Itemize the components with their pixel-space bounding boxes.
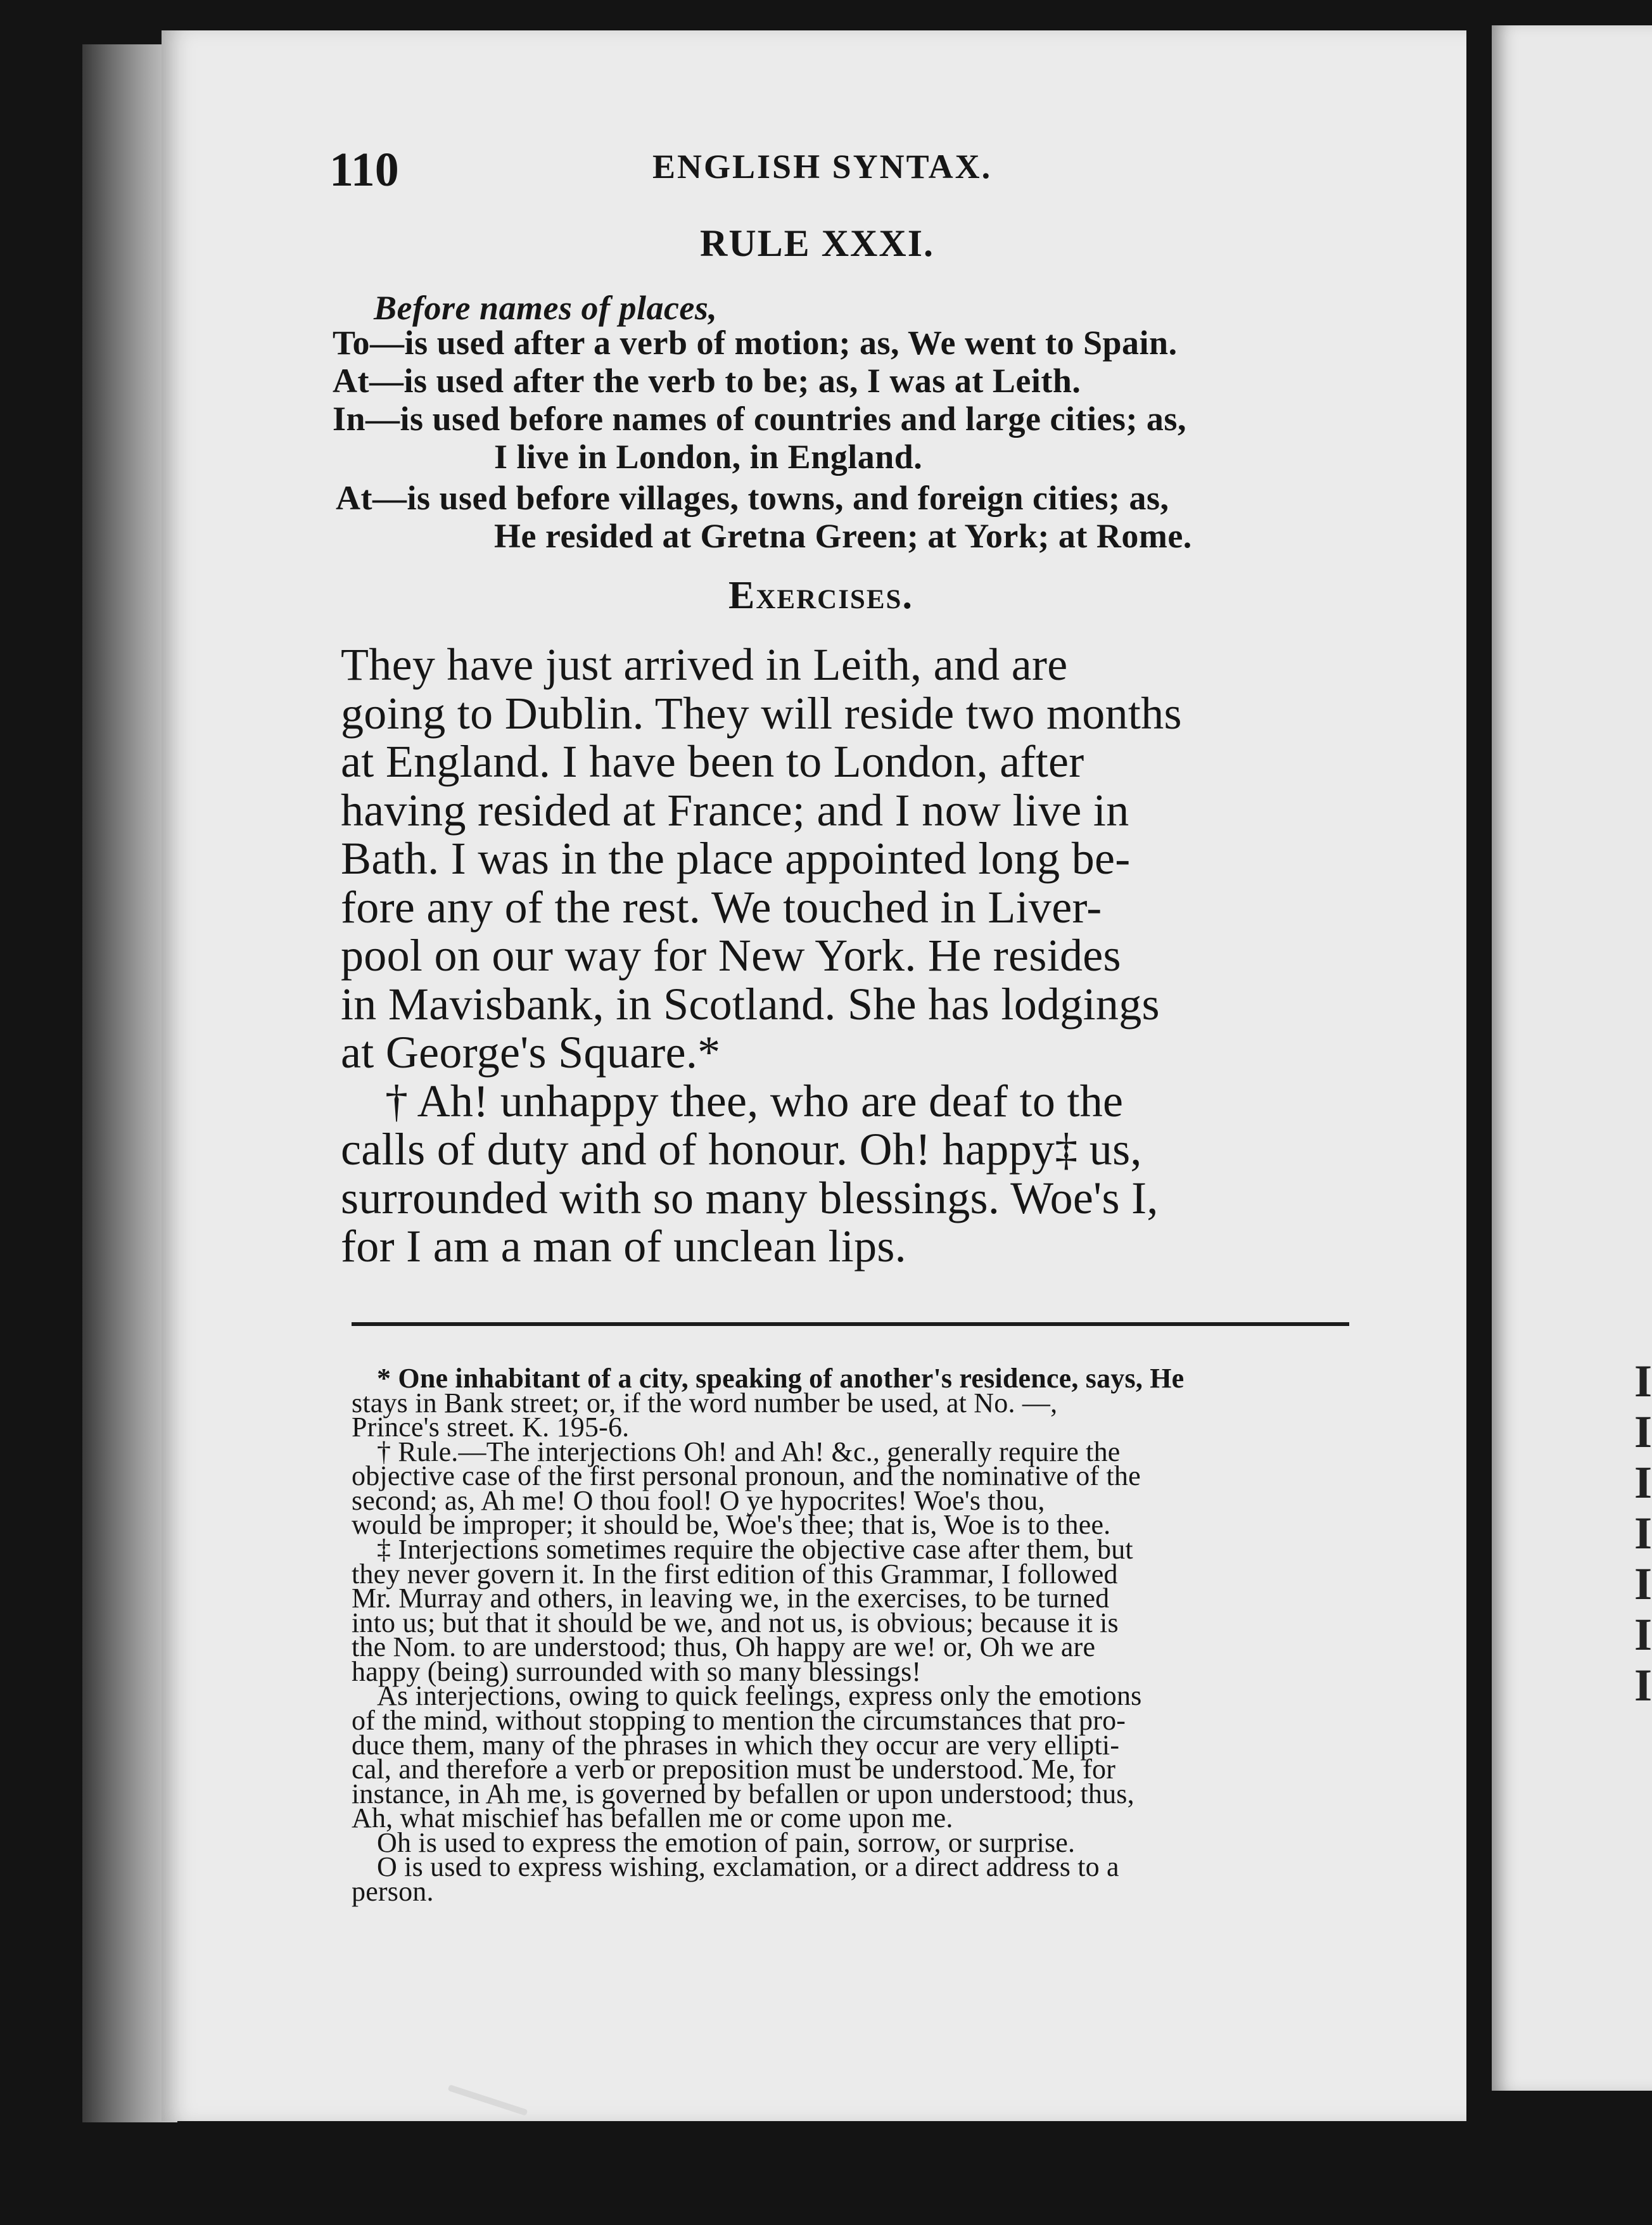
- footnote-line: the Nom. to are understood; thus, Oh happy are we! or, Oh we are: [352, 1631, 1096, 1663]
- exercise-line: surrounded with so many blessings. Woe's I,: [341, 1172, 1159, 1223]
- footnote-line: would be improper; it should be, Woe's thee; that is, Woe is to thee.: [352, 1509, 1111, 1541]
- facing-page-letter: I: [1634, 1508, 1652, 1559]
- exercise-line: They have just arrived in Leith, and are: [341, 639, 1068, 690]
- exercise-line: going to Dublin. They will reside two months: [341, 687, 1182, 739]
- footnote-line: into us; but that it should be we, and not us, is obvious; because it is: [352, 1607, 1119, 1638]
- footnote-line: person.: [352, 1876, 434, 1907]
- exercise-line: in Mavisbank, in Scotland. She has lodgings: [341, 978, 1160, 1030]
- footnote-line: second; as, Ah me! O thou fool! O ye hypocrites! Woe's thou,: [352, 1484, 1045, 1516]
- rule-line: Before names of places,: [374, 289, 718, 327]
- footnote-line: Prince's street. K. 195-6.: [352, 1412, 630, 1443]
- rule-line: At—is used before villages, towns, and foreign cities; as,: [336, 479, 1169, 517]
- facing-page-letter: I: [1634, 1609, 1652, 1660]
- rule-line: At—is used after the verb to be; as, I was at Leith.: [333, 362, 1081, 400]
- rule-line: In—is used before names of countries and large cities; as,: [333, 400, 1186, 438]
- facing-page-letters: [1627, 1356, 1652, 1711]
- footnote-line: duce them, many of the phrases in which they occur are very ellipti-: [352, 1729, 1120, 1761]
- rule-line: To—is used after a verb of motion; as, We went to Spain.: [333, 324, 1178, 362]
- rule-title: RULE XXXI.: [700, 222, 935, 264]
- running-head: ENGLISH SYNTAX.: [652, 148, 993, 186]
- exercise-line: for I am a man of unclean lips.: [341, 1221, 906, 1272]
- footnote-line: stays in Bank street; or, if the word number be used, at No. —,: [352, 1387, 1058, 1419]
- rule-line: I live in London, in England.: [494, 438, 923, 476]
- page-number: 110: [329, 143, 399, 196]
- exercise-line: Bath. I was in the place appointed long be-: [341, 833, 1131, 884]
- exercises-heading: Exercises.: [728, 574, 913, 617]
- exercise-line: † Ah! unhappy thee, who are deaf to the: [385, 1075, 1124, 1126]
- footnote-line: instance, in Ah me, is governed by befallen or upon understood; thus,: [352, 1778, 1134, 1809]
- facing-page-letter: I: [1634, 1406, 1652, 1457]
- facing-page-letter: I: [1634, 1457, 1652, 1508]
- footnote-line: cal, and therefore a verb or preposition must be understood. Me, for: [352, 1754, 1116, 1785]
- footnote-line: happy (being) surrounded with so many blessings!: [352, 1655, 922, 1687]
- facing-page-edge: [1492, 25, 1652, 2091]
- footnote-line: Oh is used to express the emotion of pain, sorrow, or surprise.: [377, 1827, 1076, 1858]
- footnote-line: Ah, what mischief has befallen me or come upon me.: [352, 1802, 953, 1834]
- exercise-line: at George's Square.*: [341, 1027, 721, 1078]
- facing-page-letter: I: [1634, 1559, 1652, 1609]
- exercise-line: pool on our way for New York. He resides: [341, 930, 1121, 981]
- exercise-line: fore any of the rest. We touched in Liver-: [341, 881, 1102, 933]
- footnote-line: * One inhabitant of a city, speaking of another's residence, says, He: [377, 1363, 1185, 1394]
- footnote-divider: [352, 1322, 1349, 1326]
- exercise-line: calls of duty and of honour. Oh! happy‡ us,: [341, 1124, 1142, 1175]
- footnote-line: objective case of the first personal pronoun, and the nominative of the: [352, 1460, 1141, 1492]
- footnote-line: † Rule.—The interjections Oh! and Ah! &c., generally require the: [377, 1436, 1121, 1467]
- exercise-line: having resided at France; and I now live in: [341, 784, 1129, 836]
- footnote-line: they never govern it. In the first edition of this Grammar, I followed: [352, 1558, 1118, 1590]
- facing-page-letter: I: [1634, 1356, 1652, 1406]
- rule-line: He resided at Gretna Green; at York; at Rome.: [494, 517, 1192, 555]
- facing-page-letter: I: [1634, 1660, 1652, 1711]
- footnote-line: As interjections, owing to quick feelings, express only the emotions: [377, 1680, 1142, 1712]
- exercise-line: at England. I have been to London, after: [341, 736, 1084, 787]
- footnote-line: O is used to express wishing, exclamation, or a direct address to a: [377, 1851, 1119, 1883]
- footnote-line: of the mind, without stopping to mention the circumstances that pro-: [352, 1705, 1126, 1736]
- footnote-line: Mr. Murray and others, in leaving we, in the exercises, to be turned: [352, 1583, 1110, 1614]
- footnote-line: ‡ Interjections sometimes require the objective case after them, but: [377, 1534, 1133, 1565]
